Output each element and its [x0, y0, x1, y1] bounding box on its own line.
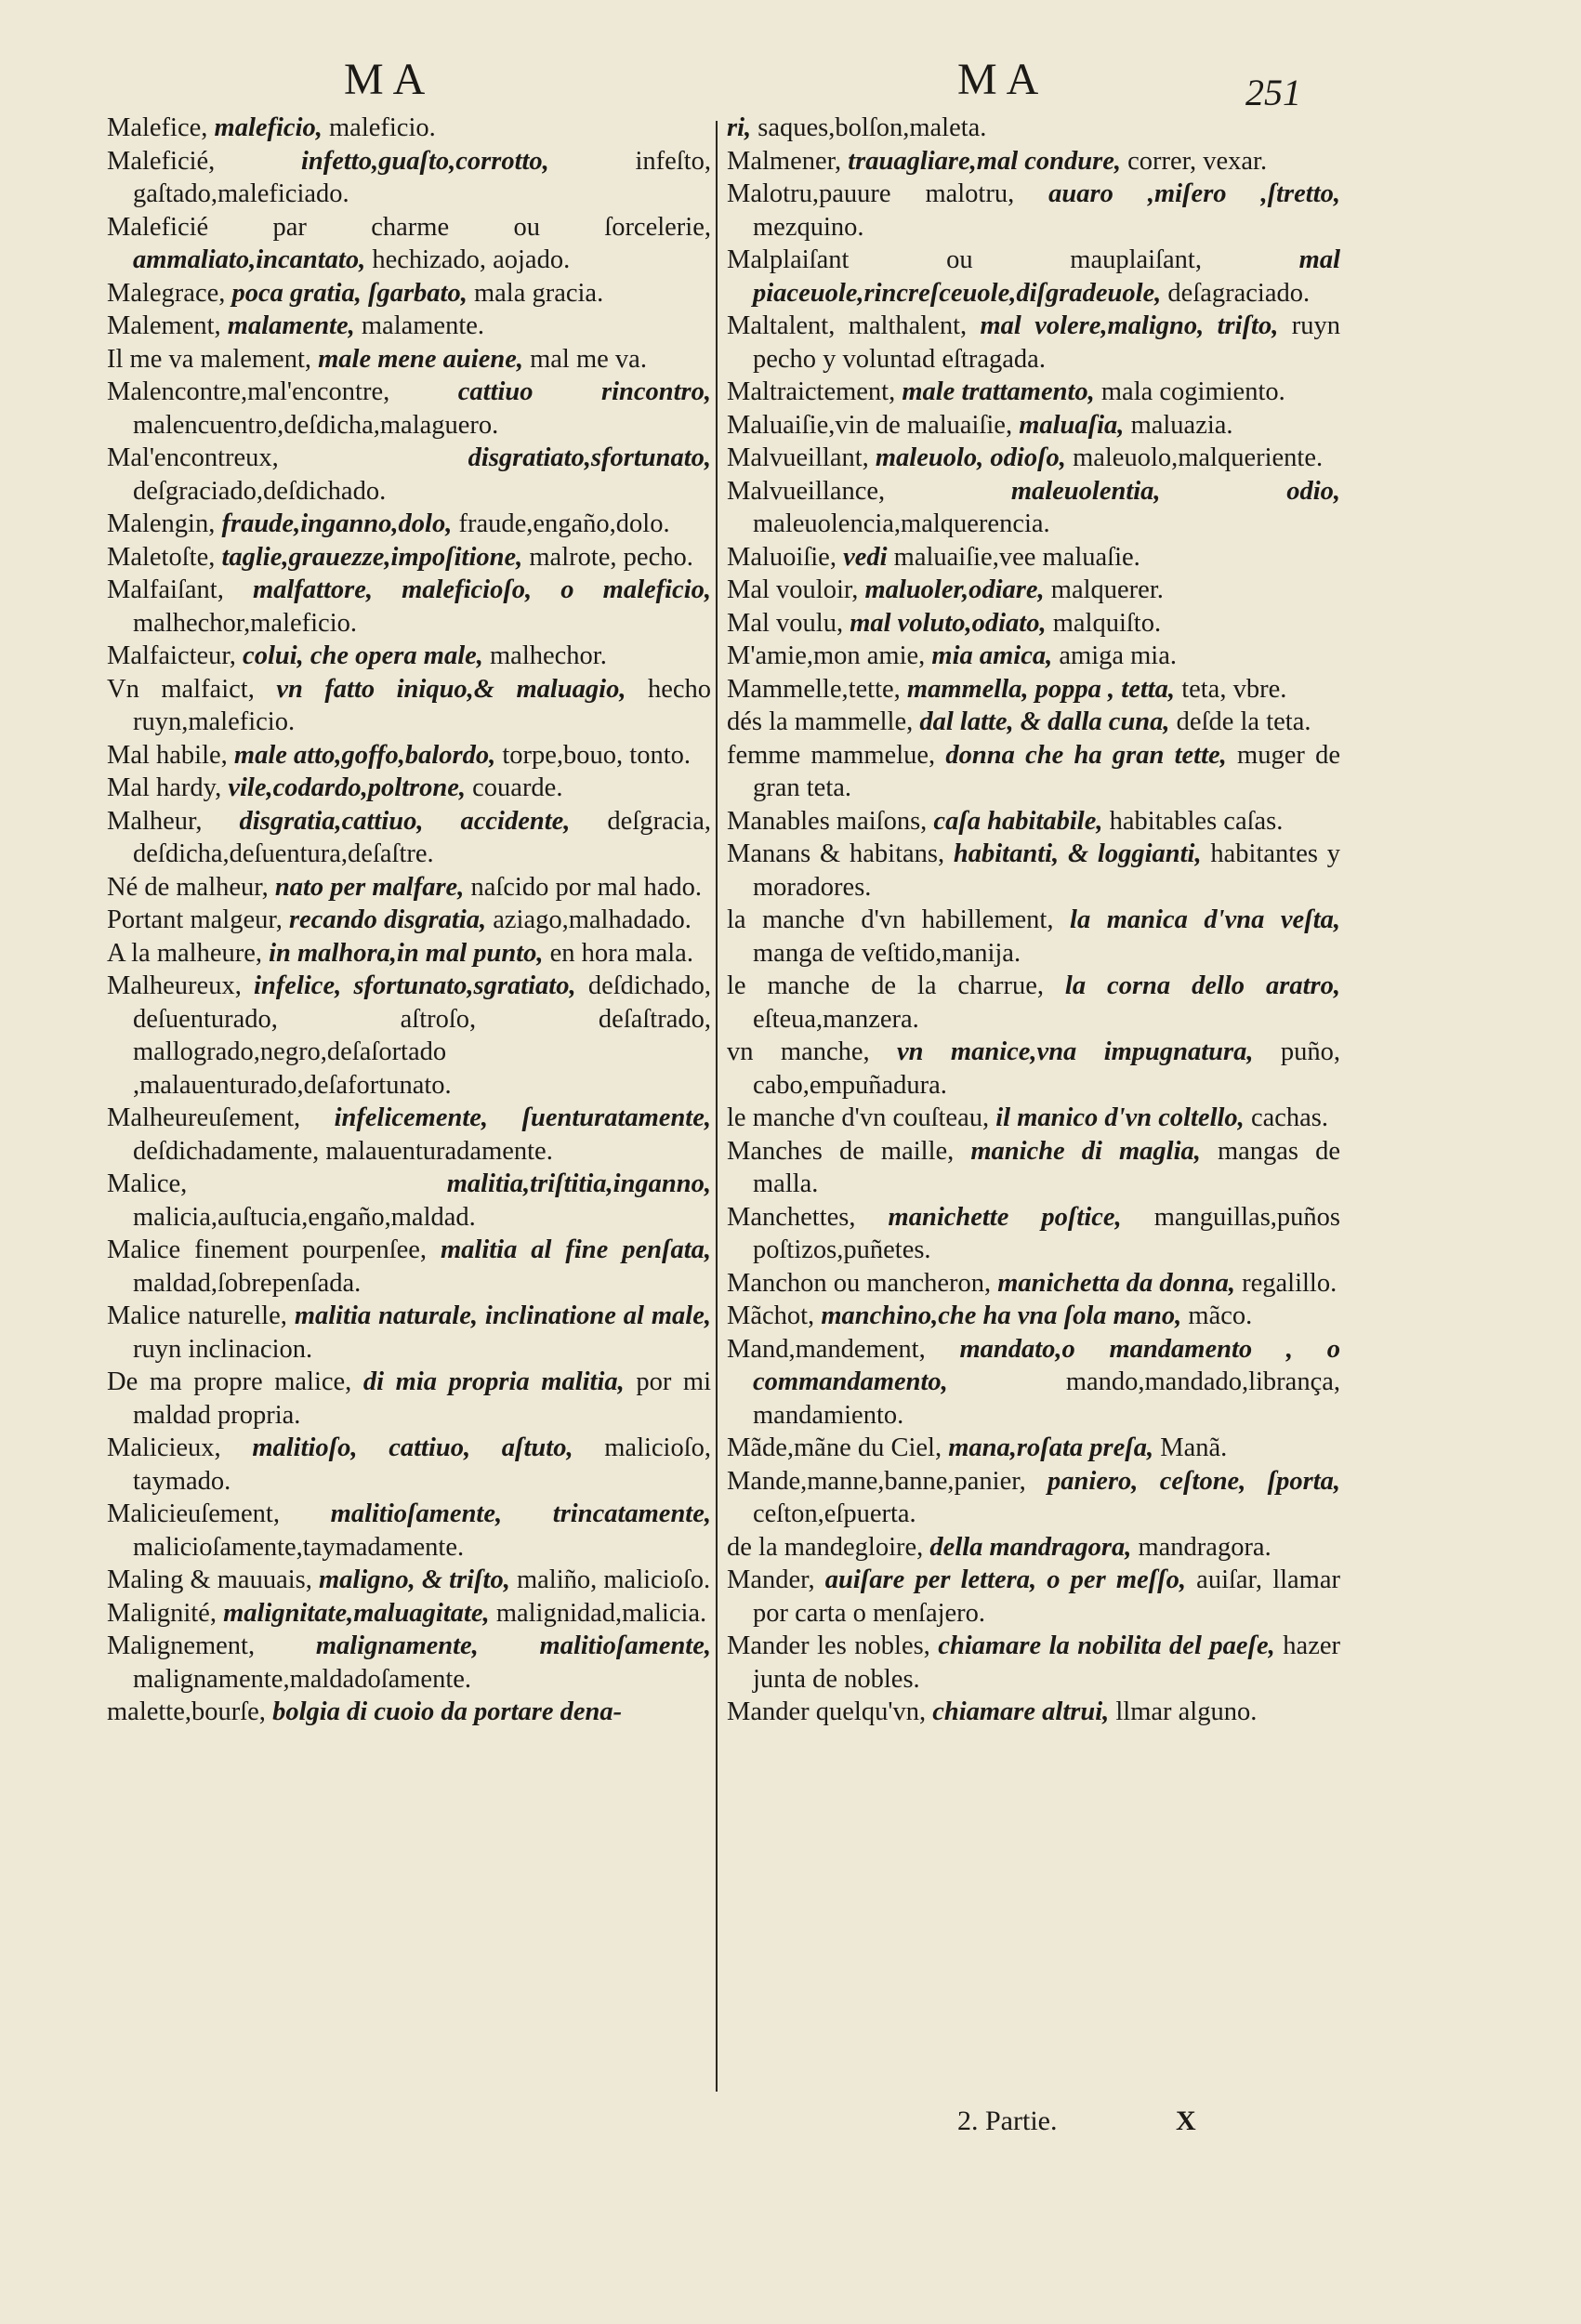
dictionary-entry	[107, 508, 711, 541]
entry-italian: male trattamento,	[895, 377, 1095, 406]
entry-italian: infelice, sfortunato,sgratiato,	[241, 971, 576, 1000]
entry-italian: mal voluto,odiato,	[843, 608, 1047, 638]
entry-headword: Mand,mandement,	[727, 1334, 926, 1364]
entry-headword: Malement,	[107, 311, 221, 340]
entry-headword: Malengin,	[107, 509, 216, 538]
entry-headword: Mander les nobles,	[727, 1631, 930, 1660]
entry-spanish: regalillo.	[1235, 1268, 1337, 1298]
dictionary-entry	[727, 904, 1340, 970]
entry-headword: Malencontre,mal'encontre,	[107, 377, 390, 406]
entry-headword: Maling & mauuais,	[107, 1565, 312, 1594]
entry-italian: maleuolo, odioſo,	[868, 443, 1066, 472]
dictionary-entry	[107, 739, 711, 772]
entry-headword: Malheureux,	[107, 971, 242, 1000]
entry-headword: Malheureuſement,	[107, 1103, 301, 1132]
entry-italian: chiamare la nobilita del paeſe,	[929, 1631, 1275, 1660]
dictionary-entry	[107, 1168, 711, 1234]
entry-italian: maluoler,odiare,	[858, 575, 1045, 604]
entry-headword: Manchettes,	[727, 1202, 856, 1232]
entry-spanish: ceſton,eſpuerta.	[753, 1499, 916, 1528]
dictionary-entry	[727, 1300, 1340, 1333]
entry-spanish: malquerer.	[1044, 575, 1164, 604]
entry-spanish: malhechor,maleficio.	[133, 608, 357, 638]
entry-italian: malitia al fine penſata,	[427, 1235, 712, 1264]
entry-headword: Il me va malement,	[107, 344, 311, 374]
entry-headword: Maltraictement,	[727, 377, 896, 406]
entry-italian: dal latte, & dalla cuna,	[913, 707, 1170, 736]
entry-spanish: llmar alguno.	[1109, 1697, 1258, 1726]
dictionary-entry	[107, 1696, 711, 1729]
entry-headword: Malefice,	[107, 113, 208, 142]
entry-spanish: maluaiſie,vee maluaſie.	[887, 542, 1140, 572]
entry-headword: Manches de maille,	[727, 1136, 955, 1166]
entry-italian: infetto,guaſto,corrotto,	[215, 146, 549, 176]
entry-italian: malitia naturale, inclinatione al male,	[286, 1301, 712, 1330]
entry-spanish: eſteua,manzera.	[753, 1004, 919, 1034]
entry-spanish: maleficio.	[322, 113, 436, 142]
entry-italian: mia amica,	[925, 641, 1053, 670]
entry-spanish: mal me va.	[522, 344, 647, 374]
entry-headword: malette,bourſe,	[107, 1697, 266, 1726]
dictionary-entry	[107, 1597, 711, 1631]
entry-spanish: mangas de malla.	[753, 1136, 1340, 1198]
entry-spanish: teta, vbre.	[1175, 674, 1287, 704]
entry-headword: Mande,manne,banne,panier,	[727, 1466, 1026, 1496]
entry-headword: Malotru,pauure malotru,	[727, 179, 1015, 208]
entry-spanish: hecho ruyn,maleficio.	[133, 674, 711, 736]
dictionary-entry	[727, 805, 1340, 838]
entry-italian: chiamare altrui,	[926, 1697, 1110, 1726]
entry-spanish: mandragora.	[1131, 1532, 1271, 1562]
entry-headword: Malignement,	[107, 1631, 256, 1660]
entry-italian: disgratia,cattiuo, accidente,	[202, 806, 571, 836]
entry-spanish: cachas.	[1244, 1103, 1329, 1132]
entry-italian: cattiuo rincontro,	[389, 377, 711, 406]
entry-italian: manchino,che ha vna ſola mano,	[814, 1301, 1182, 1330]
entry-headword: Né de malheur,	[107, 872, 269, 902]
entry-headword: Maluoiſie,	[727, 542, 837, 572]
entry-headword: Malfaiſant,	[107, 575, 224, 604]
entry-spanish: maldad,ſobrepenſada.	[133, 1268, 362, 1298]
dictionary-entry	[727, 310, 1340, 376]
dictionary-entry	[727, 838, 1340, 904]
entry-headword: Maletoſte,	[107, 542, 216, 572]
dictionary-entry	[107, 1432, 711, 1498]
entry-italian: malitioſamente, trincatamente,	[279, 1499, 711, 1528]
entry-italian: malfattore, maleficioſo, o maleficio,	[223, 575, 711, 604]
entry-headword: vn manche,	[727, 1037, 870, 1066]
dictionary-entry	[107, 1366, 711, 1432]
entry-italian: male mene auiene,	[311, 344, 523, 374]
entry-headword: Malice finement pourpenſee,	[107, 1235, 428, 1264]
entry-headword: M'amie,mon amie,	[727, 641, 926, 670]
dictionary-entry	[107, 1630, 711, 1696]
dictionary-entry	[107, 277, 711, 310]
entry-headword: Mal hardy,	[107, 773, 222, 802]
entry-headword: Mal habile,	[107, 740, 228, 770]
entry-italian: taglie,grauezze,impoſitione,	[215, 542, 523, 572]
entry-headword: Mal vouloir,	[727, 575, 859, 604]
entry-headword: Mander quelqu'vn,	[727, 1697, 927, 1726]
entry-headword: Maleficié par charme ou ſorcelerie,	[107, 212, 711, 242]
entry-italian: vedi	[836, 542, 888, 572]
entry-spanish: malquiſto.	[1046, 608, 1162, 638]
dictionary-entry	[727, 1102, 1340, 1135]
entry-spanish: malignamente,maldadoſamente.	[133, 1664, 472, 1694]
entry-headword: Maltalent, malthalent,	[727, 311, 968, 340]
entry-italian: malamente,	[220, 311, 355, 340]
entry-spanish: maliño, malicioſo.	[509, 1565, 711, 1594]
dictionary-entry	[727, 112, 1340, 145]
dictionary-entry	[107, 145, 711, 211]
entry-italian: mana,roſata preſa,	[942, 1433, 1154, 1462]
entry-spanish: saques,bolſon,maleta.	[751, 113, 987, 142]
dictionary-entry	[107, 310, 711, 343]
entry-headword: Malplaiſant ou mauplaiſant,	[727, 245, 1202, 274]
entry-italian: di mia propria malitia,	[351, 1367, 625, 1396]
dictionary-entry	[727, 1333, 1340, 1433]
entry-headword: Malegrace,	[107, 278, 226, 308]
entry-spanish: maluazia.	[1124, 410, 1233, 440]
dictionary-entry	[107, 805, 711, 871]
entry-headword: Mammelle,tette,	[727, 674, 901, 704]
dictionary-entry	[727, 574, 1340, 607]
entry-spanish: muger de gran teta.	[753, 740, 1340, 802]
entry-italian: auaro ,miſero ,ſtretto,	[1014, 179, 1340, 208]
entry-headword: Malfaicteur,	[107, 641, 236, 670]
entry-spanish: deſgraciado,deſdichado.	[133, 476, 387, 506]
entry-spanish: mala gracia.	[467, 278, 604, 308]
entry-headword: Vn malfaict,	[107, 674, 255, 704]
entry-spanish: mezquino.	[753, 212, 864, 242]
dictionary-entry	[107, 1102, 711, 1168]
entry-spanish: habitantes y moradores.	[753, 839, 1340, 902]
header-right-guide: MA	[957, 55, 1048, 104]
entry-headword: de la mandegloire,	[727, 1532, 924, 1562]
entry-headword: Malicieuſement,	[107, 1499, 280, 1528]
entry-spanish: auiſar, llamar por carta o menſajero.	[753, 1565, 1340, 1628]
dictionary-entry	[107, 970, 711, 1102]
entry-spanish: malamente.	[354, 311, 485, 340]
entry-italian: mal volere,maligno, triſto,	[967, 311, 1279, 340]
entry-italian: recando disgratia,	[282, 905, 487, 934]
entry-headword: Manans & habitans,	[727, 839, 945, 868]
entry-spanish: malicioſo, taymado.	[133, 1433, 712, 1496]
entry-headword: De ma propre malice,	[107, 1367, 352, 1396]
entry-italian: nato per malfare,	[268, 872, 465, 902]
entry-spanish: mãco.	[1181, 1301, 1253, 1330]
dictionary-entry	[727, 1465, 1340, 1531]
entry-spanish: maleuolo,malqueriente.	[1065, 443, 1324, 472]
entry-italian: poca gratia, ſgarbato,	[225, 278, 468, 308]
dictionary-entry	[107, 904, 711, 937]
entry-spanish: ruyn inclinacion.	[133, 1334, 313, 1364]
entry-italian: malitioſo, cattiuo, aſtuto,	[220, 1433, 573, 1462]
dictionary-entry	[727, 1630, 1340, 1696]
dictionary-entry	[727, 1531, 1340, 1565]
entry-headword: Malice,	[107, 1169, 188, 1198]
dictionary-entry	[107, 343, 711, 376]
entry-headword: femme mammelue,	[727, 740, 936, 770]
dictionary-entry	[727, 1036, 1340, 1102]
entry-headword: la manche d'vn habillement,	[727, 905, 1054, 934]
entry-spanish: torpe,bouo, tonto.	[495, 740, 692, 770]
dictionary-entry	[727, 1432, 1340, 1465]
dictionary-entry	[107, 442, 711, 508]
entry-italian: trauagliare,mal condure,	[841, 146, 1121, 176]
entry-spanish: deſdichado, deſuenturado, aſtroſo, deſaſtrado, mallogrado,negro,deſaſortado ,malauenturado,deſafortunato.	[133, 971, 711, 1100]
entry-italian: colui, che opera male,	[235, 641, 483, 670]
entry-headword: le manche d'vn couſteau,	[727, 1103, 990, 1132]
dictionary-entry	[727, 145, 1340, 178]
entry-spanish: naſcido por mal hado.	[464, 872, 702, 902]
entry-spanish: malicioſamente,taymadamente.	[133, 1532, 465, 1562]
entry-italian: vn manice,vna impugnatura,	[869, 1037, 1254, 1066]
entry-italian: vn fatto iniquo,& maluagio,	[254, 674, 626, 704]
entry-italian: ammaliato,incantato,	[133, 245, 366, 274]
entry-headword: Mal'encontreux,	[107, 443, 279, 472]
entry-spanish: couarde.	[466, 773, 563, 802]
dictionary-entry	[107, 112, 711, 145]
dictionary-entry	[727, 739, 1340, 805]
entry-italian: maniche di maglia,	[954, 1136, 1201, 1166]
entry-spanish: malicia,auſtucia,engaño,maldad.	[133, 1202, 476, 1232]
entry-spanish: Manã.	[1153, 1433, 1228, 1462]
entry-headword: Malheur,	[107, 806, 203, 836]
dictionary-entry	[727, 1267, 1340, 1301]
column-divider	[716, 121, 718, 2092]
dictionary-entry	[107, 376, 711, 442]
entry-italian: vile,codardo,poltrone,	[221, 773, 467, 802]
entry-italian: malignamente, malitioſamente,	[255, 1631, 711, 1660]
entry-spanish: deſdichadamente, malauenturadamente.	[133, 1136, 553, 1166]
entry-italian: disgratiato,sfortunato,	[278, 443, 711, 472]
entry-spanish: por mi maldad propria.	[133, 1367, 712, 1430]
entry-italian: mammella, poppa , tetta,	[900, 674, 1176, 704]
page-number: 251	[1245, 72, 1301, 113]
entry-headword: Malmener,	[727, 146, 842, 176]
entry-italian: fraude,inganno,dolo,	[215, 509, 453, 538]
entry-spanish: amiga mia.	[1052, 641, 1177, 670]
dictionary-entry	[107, 1564, 711, 1597]
entry-italian: manichette poſtice,	[855, 1202, 1122, 1232]
entry-spanish: malencuentro,deſdicha,malaguero.	[133, 410, 499, 440]
entry-spanish: en hora mala.	[543, 938, 693, 968]
entry-italian: habitanti, & loggianti,	[944, 839, 1202, 868]
dictionary-entry	[107, 574, 711, 640]
entry-spanish: deſde la teta.	[1169, 707, 1311, 736]
entry-headword: Malvueillant,	[727, 443, 869, 472]
dictionary-entry	[727, 376, 1340, 409]
entry-headword: dés la mammelle,	[727, 707, 914, 736]
dictionary-entry	[107, 1234, 711, 1300]
entry-spanish: deſagraciado.	[1161, 278, 1311, 308]
entry-headword: Mander,	[727, 1565, 815, 1594]
entry-spanish: infeſto, gaſtado,maleficiado.	[133, 146, 711, 208]
dictionary-entry	[727, 1696, 1340, 1729]
entry-spanish: correr, vexar.	[1120, 146, 1268, 176]
dictionary-entry	[727, 970, 1340, 1036]
entry-spanish: malrote, pecho.	[522, 542, 693, 572]
entry-spanish: ruyn pecho y voluntad eſtragada.	[753, 311, 1340, 374]
entry-spanish: manga de veſtido,manija.	[753, 938, 1021, 968]
entry-italian: maleficio,	[207, 113, 323, 142]
entry-headword: Mãde,mãne du Ciel,	[727, 1433, 942, 1462]
dictionary-entry	[107, 772, 711, 805]
entry-italian: ri,	[727, 113, 752, 142]
entry-spanish: malhechor.	[482, 641, 607, 670]
entry-headword: Manchon ou mancheron,	[727, 1268, 992, 1298]
header-left-guide: MA	[344, 55, 435, 104]
entry-spanish: hechizado, aojado.	[365, 245, 571, 274]
entry-spanish: puño, cabo,empuñadura.	[753, 1037, 1340, 1100]
entry-headword: Maluaiſie,vin de maluaiſie,	[727, 410, 1013, 440]
entry-spanish: hazer junta de nobles.	[753, 1631, 1340, 1694]
running-header	[0, 54, 1581, 113]
entry-headword: Maleficié,	[107, 146, 216, 176]
dictionary-entry	[727, 640, 1340, 673]
right-column	[727, 112, 1340, 1729]
entry-italian: bolgia di cuoio da portare dena-	[265, 1697, 623, 1726]
dictionary-entry	[727, 1564, 1340, 1630]
entry-headword: Mal voulu,	[727, 608, 844, 638]
entry-spanish: mala cogimiento.	[1094, 377, 1285, 406]
entry-headword: Malignité,	[107, 1598, 217, 1628]
entry-italian: donna che ha gran tette,	[935, 740, 1227, 770]
catchword: X	[1176, 2106, 1196, 2136]
entry-headword: Manables maiſons,	[727, 806, 928, 836]
entry-italian: male atto,goffo,balordo,	[227, 740, 496, 770]
entry-italian: il manico d'vn coltello,	[989, 1103, 1245, 1132]
entry-spanish: mando,mandado,librança, mandamiento.	[753, 1367, 1340, 1430]
dictionary-entry	[107, 673, 711, 739]
dictionary-entry	[107, 541, 711, 574]
entry-headword: Malvueillance,	[727, 476, 886, 506]
dictionary-entry	[727, 244, 1340, 310]
dictionary-entry	[107, 937, 711, 971]
dictionary-entry	[727, 673, 1340, 706]
entry-italian: in malhora,in mal punto,	[261, 938, 544, 968]
dictionary-entry	[727, 1201, 1340, 1267]
entry-italian: la corna dello aratro,	[1043, 971, 1340, 1000]
dictionary-entry	[107, 640, 711, 673]
entry-italian: malignitate,maluagitate,	[216, 1598, 490, 1628]
dictionary-entry	[107, 211, 711, 277]
entry-spanish: maleuolencia,malquerencia.	[753, 509, 1050, 538]
dictionary-entry	[727, 475, 1340, 541]
dictionary-entry	[727, 706, 1340, 739]
entry-italian: mandato,o mandamento , o commandamento,	[753, 1334, 1340, 1396]
entry-spanish: deſgracia, deſdicha,deſuentura,deſaſtre.	[133, 806, 711, 868]
dictionary-entry	[727, 1135, 1340, 1201]
dictionary-entry	[727, 442, 1340, 475]
entry-italian: infelicemente, ſuenturatamente,	[300, 1103, 711, 1132]
entry-italian: malitia,triſtitia,inganno,	[187, 1169, 711, 1198]
entry-italian: manichetta da donna,	[991, 1268, 1235, 1298]
entry-spanish: manguillas,puños poſtizos,puñetes.	[753, 1202, 1340, 1264]
entry-headword: Malicieux,	[107, 1433, 221, 1462]
dictionary-entry	[107, 1300, 711, 1366]
entry-italian: caſa habitabile,	[927, 806, 1103, 836]
dictionary-entry	[727, 607, 1340, 640]
entry-italian: mal piaceuole,rincreſceuole,diſgradeuole,	[753, 245, 1340, 308]
entry-spanish: habitables caſas.	[1102, 806, 1284, 836]
dictionary-entry	[107, 1498, 711, 1564]
entry-italian: la manica d'vna veſta,	[1053, 905, 1340, 934]
left-column	[107, 112, 711, 1729]
entry-headword: Malice naturelle,	[107, 1301, 287, 1330]
entry-headword: Mãchot,	[727, 1301, 815, 1330]
entry-headword: le manche de la charrue,	[727, 971, 1044, 1000]
entry-italian: maligno, & triſto,	[311, 1565, 510, 1594]
entry-spanish: malignidad,malicia.	[489, 1598, 707, 1628]
signature-mark: 2. Partie.	[957, 2106, 1058, 2136]
dictionary-entry	[727, 541, 1340, 574]
entry-italian: maleuolentia, odio,	[885, 476, 1340, 506]
entry-italian: auiſare per lettera, o per meſſo,	[814, 1565, 1187, 1594]
entry-spanish: aziago,malhadado.	[486, 905, 692, 934]
entry-headword: A la malheure,	[107, 938, 262, 968]
entry-headword: Portant malgeur,	[107, 905, 283, 934]
entry-italian: paniero, ceſtone, ſporta,	[1025, 1466, 1340, 1496]
dictionary-entry	[727, 178, 1340, 244]
entry-spanish: fraude,engaño,dolo.	[452, 509, 670, 538]
entry-italian: maluaſia,	[1012, 410, 1125, 440]
dictionary-entry	[107, 871, 711, 905]
dictionary-entry	[727, 409, 1340, 442]
page-footer	[0, 2106, 1581, 2152]
entry-italian: della mandragora,	[923, 1532, 1132, 1562]
